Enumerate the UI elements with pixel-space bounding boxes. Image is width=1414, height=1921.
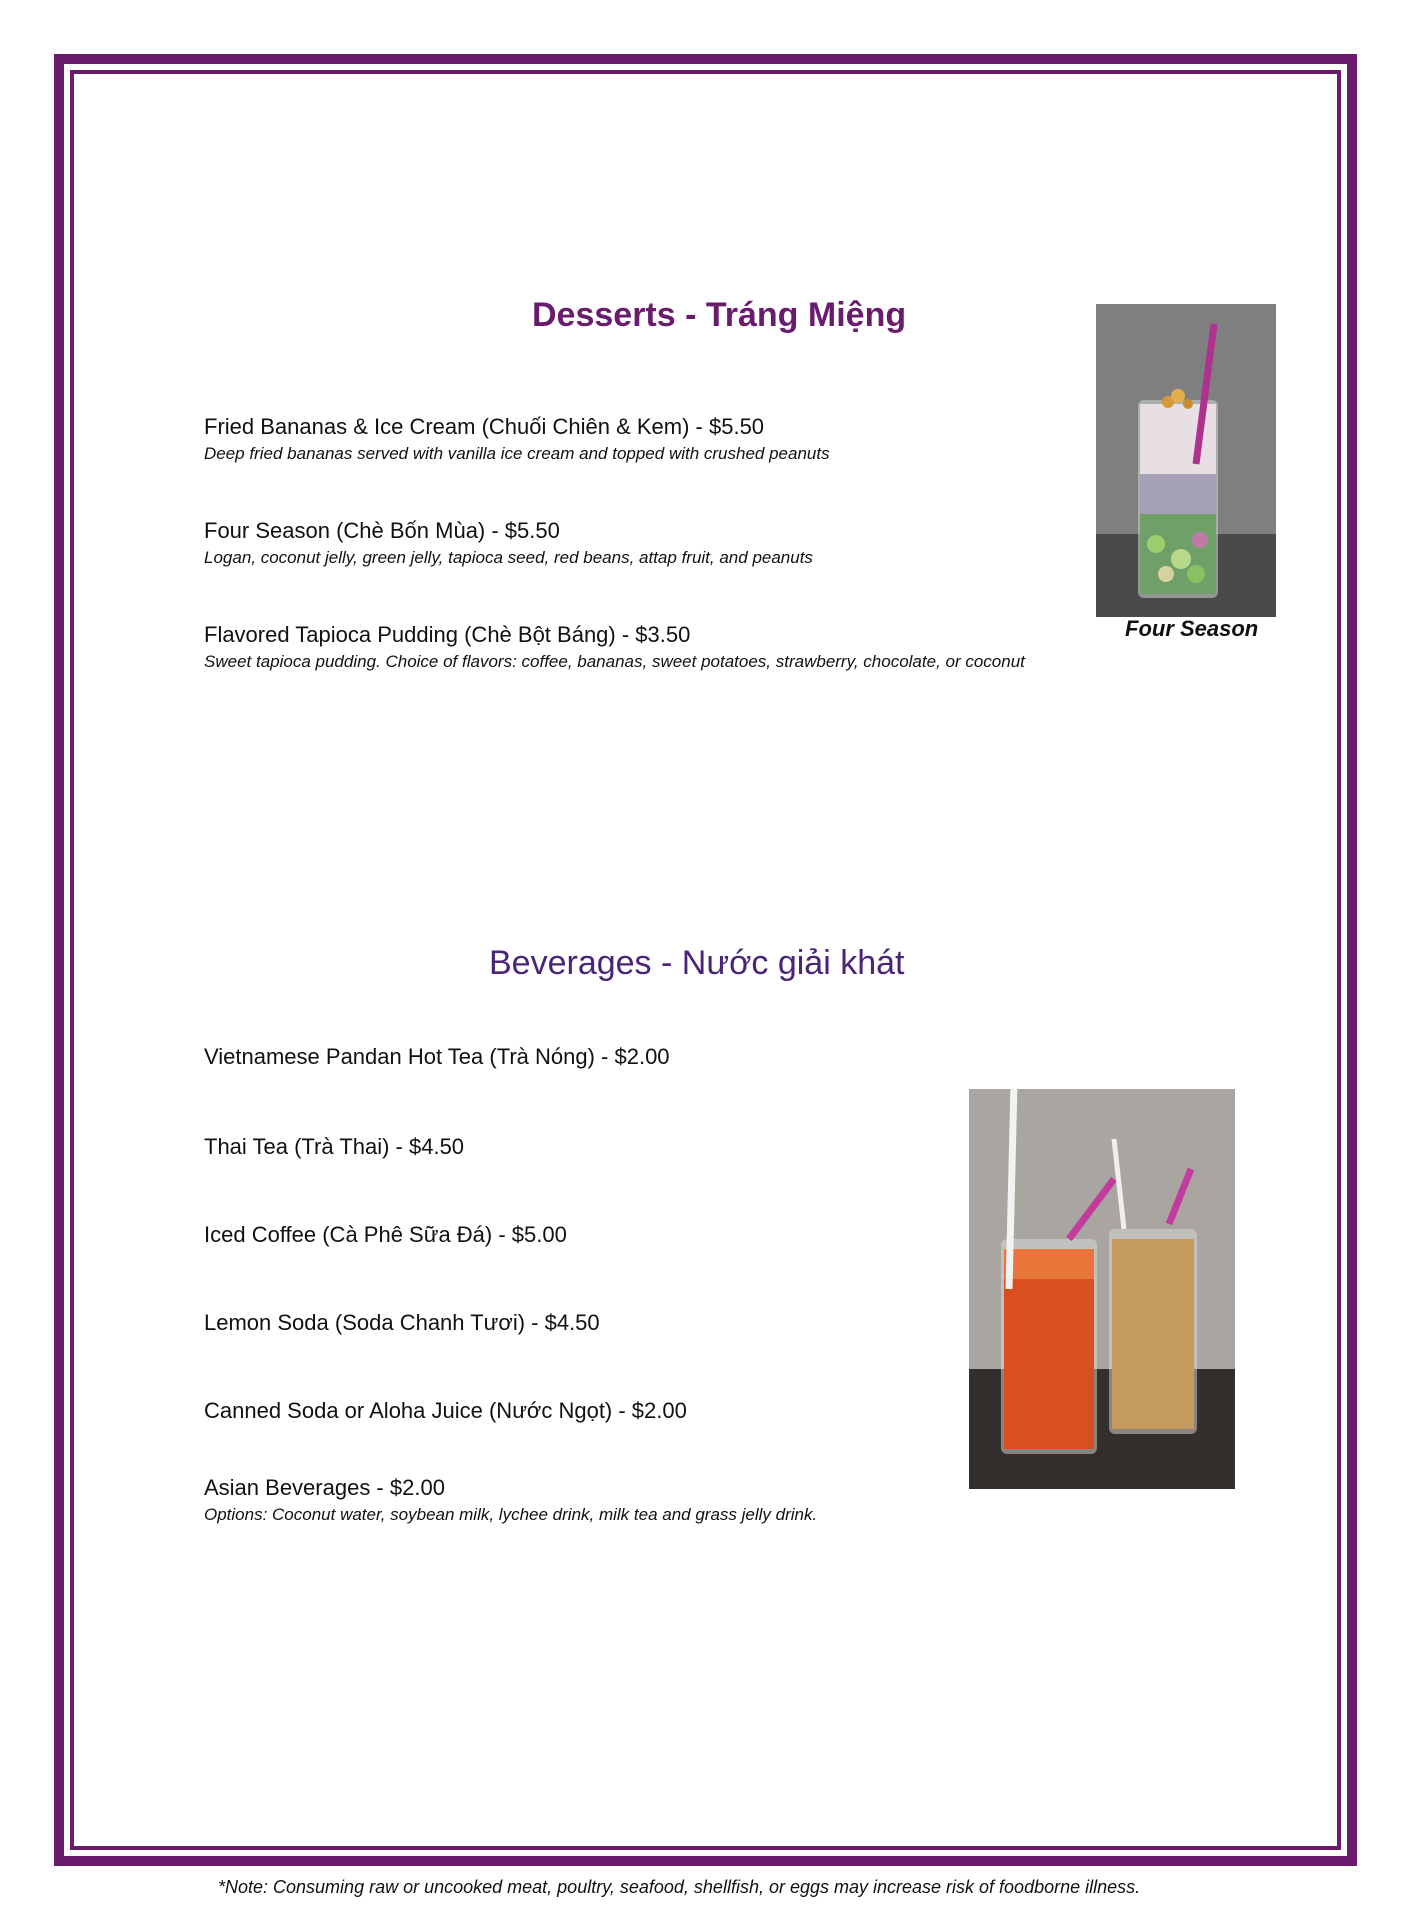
menu-item-name: Four Season (Chè Bốn Mùa) - $5.50 [204,518,560,543]
menu-item-lemon-soda [204,1309,600,1337]
drinks-photo [969,1089,1235,1489]
menu-item-description: Logan, coconut jelly, green jelly, tapioca seed, red beans, attap fruit, and peanuts [204,548,813,567]
dessert-glass-illustration [1096,304,1276,617]
four-season-dessert-photo [1096,304,1276,617]
food-safety-footnote: *Note: Consuming raw or uncooked meat, poultry, seafood, shellfish, or eggs may increase risk of foodborne illness. [218,1877,1141,1897]
menu-item-thai-tea [204,1133,464,1161]
menu-item-name: Vietnamese Pandan Hot Tea (Trà Nóng) - $2.00 [204,1044,670,1069]
menu-item-canned-soda [204,1397,687,1425]
beverages-heading: Beverages - Nước giải khát [489,944,905,982]
menu-item-fried-bananas [204,413,830,465]
menu-item-iced-coffee [204,1221,567,1249]
menu-item-name: Iced Coffee (Cà Phê Sữa Đá) - $5.00 [204,1222,567,1247]
menu-item-name: Asian Beverages - $2.00 [204,1475,445,1500]
menu-item-tapioca-pudding [204,621,1025,673]
menu-item-asian-beverages [204,1474,817,1526]
menu-item-name: Thai Tea (Trà Thai) - $4.50 [204,1134,465,1159]
menu-item-description: Deep fried bananas served with vanilla ice cream and topped with crushed peanuts [204,444,830,463]
four-season-photo-caption: Four Season [1125,616,1259,641]
desserts-heading: Desserts - Tráng Miệng [532,296,907,334]
iced-drinks-illustration [969,1089,1235,1489]
menu-item-four-season [204,517,813,569]
menu-item-name: Flavored Tapioca Pudding (Chè Bột Báng) - $3.50 [204,622,691,647]
menu-item-name: Fried Bananas & Ice Cream (Chuối Chiên & Kem) - $5.50 [204,414,765,439]
menu-item-description: Options: Coconut water, soybean milk, lychee drink, milk tea and grass jelly drink. [204,1505,818,1524]
menu-item-name: Canned Soda or Aloha Juice (Nước Ngọt) - $2.00 [204,1398,687,1423]
menu-item-pandan-hot-tea [204,1043,670,1071]
menu-item-name: Lemon Soda (Soda Chanh Tươi) - $4.50 [204,1310,600,1335]
menu-item-description: Sweet tapioca pudding. Choice of flavors: coffee, bananas, sweet potatoes, strawberry, chocolate, or coconut [204,652,1025,671]
